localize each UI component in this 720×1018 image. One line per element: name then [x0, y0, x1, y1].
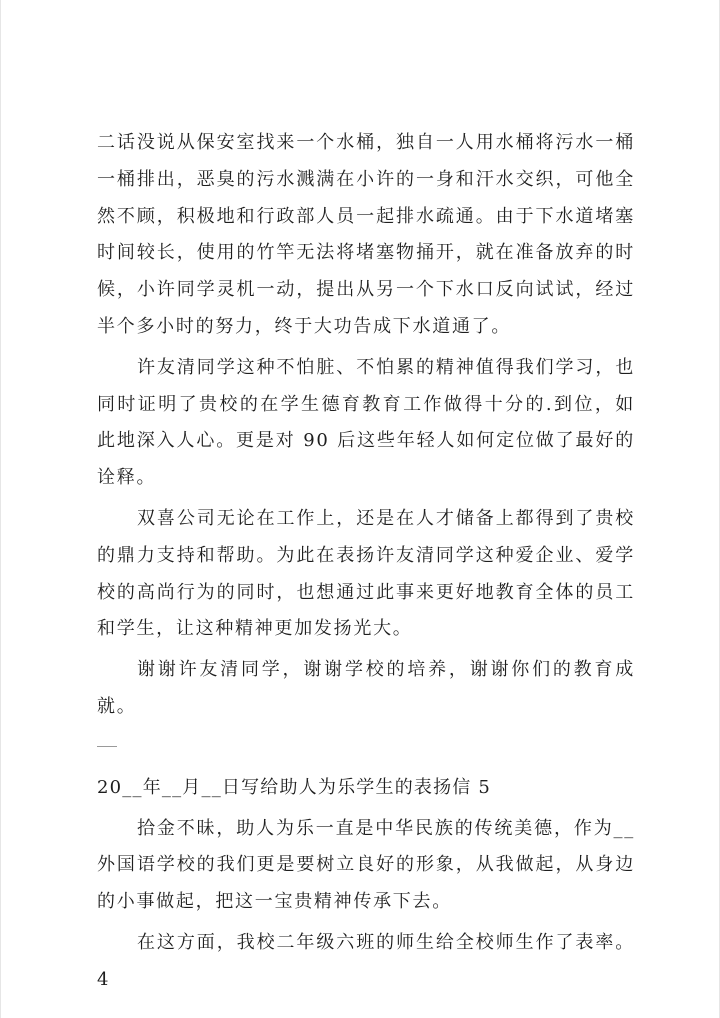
document-body: [97, 125, 635, 999]
section-heading: 20__年__月__日写给助人为乐学生的表扬信 5: [97, 776, 492, 798]
paragraph-continued: 二话没说从保安室找来一个水桶，独自一人用水桶将污水一桶一桶排出，恶臭的污水溅满在小许的一身和汗水交织，可他全然不顾，积极地和行政部人员一起排水疏通。由于下水道堵塞时间较长，使用的竹竿无法将堵塞物捅开，就在准备放弃的时候，小许同学灵机一动，提出从另一个下水口反向试试，经过半个多小时的努力，终于大功告成下水道通了。: [97, 132, 635, 337]
section-divider: [97, 726, 635, 770]
paragraph-example: 在这方面，我校二年级六班的师生给全校师生作了表率。4: [97, 931, 635, 990]
paragraph-company-support: 双喜公司无论在工作上，还是在人才储备上都得到了贵校的鼎力支持和帮助。为此在表扬许友清同学这种爱企业、爱学校的高尚行为的同时，也想通过此事来更好地教育全体的员工和学生，让这种精神更加发扬光大。: [97, 507, 635, 640]
paragraph-praise: 许友清同学这种不怕脏、不怕累的精神值得我们学习，也同时证明了贵校的在学生德育教育工作做得十分的.到位，如此地深入人心。更是对 90 后这些年轻人如何定位做了最好的诠释。: [97, 356, 635, 489]
paragraph-virtue: 拾金不昧，助人为乐一直是中华民族的传统美德，作为__外国语学校的我们更是要树立良好的形象，从我做起，从身边的小事做起，把这一宝贵精神传承下去。: [97, 817, 635, 913]
paragraph-thanks: 谢谢许友清同学，谢谢学校的培养，谢谢你们的教育成就。: [97, 659, 635, 717]
divider-line: [97, 746, 117, 747]
